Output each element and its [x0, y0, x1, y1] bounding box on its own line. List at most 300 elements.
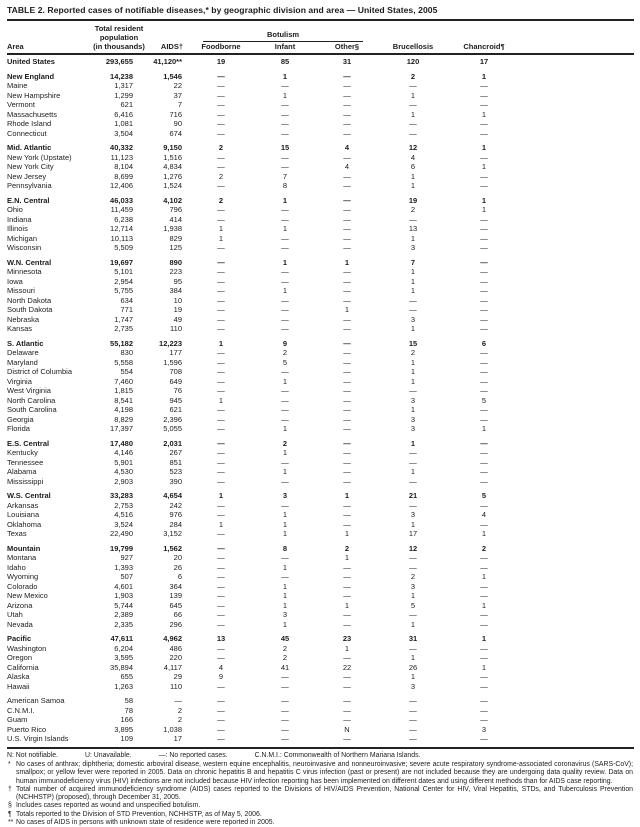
area-cell: U.S. Virgin Islands: [7, 734, 69, 744]
infant-cell: 7: [282, 171, 288, 181]
chancroid-cell: —: [480, 500, 488, 510]
population-cell: 8,699: [114, 171, 133, 181]
foodborne-cell: —: [217, 162, 225, 172]
aids-cell: 5,055: [163, 424, 182, 434]
table-row: [7, 100, 634, 110]
aids-cell: 4,654: [163, 491, 182, 501]
row-spacer: [519, 553, 634, 563]
area-cell: Minnesota: [7, 267, 42, 277]
other-cell: —: [343, 562, 351, 572]
foodborne-cell: —: [217, 314, 225, 324]
area-cell: W.S. Central: [7, 491, 51, 501]
area-cell: Virginia: [7, 376, 32, 386]
chancroid-cell: —: [480, 314, 488, 324]
table-row: [7, 644, 634, 654]
brucellosis-cell: 3: [410, 243, 416, 253]
area-cell: Kansas: [7, 324, 33, 334]
infant-cell: —: [281, 681, 289, 691]
area-cell: Michigan: [7, 233, 38, 243]
other-cell: 1: [344, 491, 350, 501]
area-cell: Connecticut: [7, 128, 47, 138]
other-cell: —: [343, 734, 351, 744]
chancroid-cell: 1: [481, 109, 487, 119]
aids-cell: 796: [169, 205, 182, 215]
population-cell: 1,903: [114, 591, 133, 601]
brucellosis-cell: 31: [408, 634, 418, 644]
brucellosis-cell: 12: [408, 543, 418, 553]
area-cell: United States: [7, 57, 55, 67]
chancroid-cell: —: [480, 681, 488, 691]
population-cell: 1,299: [114, 90, 133, 100]
brucellosis-cell: 1: [410, 286, 416, 296]
aids-cell: 110: [170, 681, 182, 691]
foodborne-cell: —: [217, 276, 225, 286]
population-cell: 5,509: [114, 243, 133, 253]
population-cell: 2,753: [114, 500, 133, 510]
row-spacer: [519, 181, 634, 191]
area-cell: Mississippi: [7, 476, 44, 486]
row-spacer: [519, 682, 634, 692]
row-spacer: [519, 196, 634, 206]
foodborne-cell: 2: [218, 195, 224, 205]
aids-cell: 110: [170, 324, 182, 334]
row-spacer: [519, 734, 634, 744]
row-spacer: [519, 215, 634, 225]
other-cell: —: [343, 338, 351, 348]
other-cell: —: [343, 696, 351, 706]
other-cell: —: [343, 224, 351, 234]
row-spacer: [519, 277, 634, 287]
notifiable-diseases-table: [7, 21, 634, 744]
area-cell: Illinois: [7, 224, 28, 234]
row-spacer: [519, 448, 634, 458]
population-cell: 7,460: [114, 376, 133, 386]
foodborne-cell: 19: [216, 57, 226, 67]
area-cell: E.S. Central: [7, 438, 50, 448]
other-cell: —: [343, 152, 351, 162]
infant-cell: —: [281, 500, 289, 510]
other-cell: 1: [344, 553, 350, 563]
other-cell: 31: [342, 57, 352, 67]
chancroid-cell: —: [480, 295, 488, 305]
foodborne-cell: —: [217, 572, 225, 582]
infant-cell: —: [281, 705, 289, 715]
aids-cell: 9,150: [163, 143, 182, 153]
population-cell: 293,655: [105, 57, 133, 67]
other-cell: —: [343, 233, 351, 243]
brucellosis-cell: —: [409, 476, 417, 486]
area-cell: South Carolina: [7, 405, 57, 415]
other-cell: 22: [342, 662, 352, 672]
brucellosis-cell: —: [409, 386, 417, 396]
foodborne-cell: —: [217, 152, 225, 162]
foodborne-cell: —: [217, 467, 225, 477]
legend-item: C.N.M.I.: Commonwealth of Northern Mariana Islands.: [254, 751, 421, 759]
brucellosis-cell: 1: [410, 672, 416, 682]
chancroid-cell: —: [480, 734, 488, 744]
row-spacer: [519, 172, 634, 182]
population-cell: 5,755: [114, 286, 133, 296]
row-spacer: [519, 286, 634, 296]
area-cell: Montana: [7, 553, 37, 563]
foodborne-cell: —: [217, 90, 225, 100]
row-spacer: [519, 696, 634, 706]
population-cell: 47,611: [110, 634, 133, 644]
other-cell: 2: [344, 543, 350, 553]
botulism-group-label: Botulism: [203, 31, 363, 43]
population-cell: 1,393: [114, 562, 133, 572]
population-cell: 35,894: [110, 662, 133, 672]
aids-cell: 66: [173, 610, 182, 620]
area-cell: Wyoming: [7, 572, 39, 582]
foodborne-cell: —: [217, 553, 225, 563]
aids-cell: 645: [169, 600, 182, 610]
chancroid-cell: —: [480, 81, 488, 91]
infant-cell: 1: [282, 600, 288, 610]
other-cell: —: [343, 572, 351, 582]
row-spacer: [519, 510, 634, 520]
aids-cell: 29: [173, 672, 182, 682]
foodborne-cell: —: [217, 71, 225, 81]
chancroid-cell: —: [480, 100, 488, 110]
row-spacer: [519, 706, 634, 716]
table-row: [7, 377, 634, 387]
header-spacer: [519, 21, 634, 42]
infant-cell: 2: [282, 643, 288, 653]
brucellosis-cell: 19: [408, 195, 418, 205]
other-cell: —: [343, 653, 351, 663]
foodborne-cell: —: [217, 653, 225, 663]
row-spacer: [519, 81, 634, 91]
area-cell: Delaware: [7, 348, 39, 358]
legend-item: —: No reported cases.: [158, 751, 228, 759]
brucellosis-cell: —: [409, 119, 417, 129]
other-cell: —: [343, 610, 351, 620]
table-row: [7, 601, 634, 611]
table-row: [7, 91, 634, 101]
brucellosis-cell: 120: [406, 57, 420, 67]
table-row: [7, 682, 634, 692]
brucellosis-cell: 1: [410, 233, 416, 243]
other-cell: —: [343, 376, 351, 386]
infant-cell: —: [281, 119, 289, 129]
area-cell: Kentucky: [7, 448, 38, 458]
row-spacer: [519, 386, 634, 396]
foodborne-cell: —: [217, 295, 225, 305]
other-cell: —: [343, 438, 351, 448]
infant-cell: —: [281, 233, 289, 243]
foodborne-cell: —: [217, 214, 225, 224]
population-cell: 5,558: [114, 357, 133, 367]
aids-cell: 674: [169, 128, 182, 138]
area-cell: W.N. Central: [7, 257, 52, 267]
aids-cell: 49: [173, 314, 182, 324]
table-row: [7, 529, 634, 539]
table-row: [7, 129, 634, 139]
row-spacer: [519, 243, 634, 253]
brucellosis-cell: 1: [410, 591, 416, 601]
aids-cell: 414: [169, 214, 182, 224]
table-row: [7, 243, 634, 253]
foodborne-cell: —: [217, 724, 225, 734]
aids-cell: 4,117: [163, 662, 182, 672]
aids-column-header: AIDS†: [145, 42, 189, 54]
aids-cell: 125: [169, 243, 182, 253]
brucellosis-cell: —: [409, 295, 417, 305]
infant-cell: —: [281, 386, 289, 396]
other-cell: 4: [344, 143, 350, 153]
infant-cell: —: [281, 128, 289, 138]
row-spacer: [519, 715, 634, 725]
row-spacer: [519, 224, 634, 234]
infant-cell: 1: [282, 424, 288, 434]
row-spacer: [519, 520, 634, 530]
table-row: [7, 510, 634, 520]
infant-cell: 1: [282, 529, 288, 539]
row-spacer: [519, 119, 634, 129]
row-spacer: [519, 634, 634, 644]
chancroid-cell: —: [480, 476, 488, 486]
table-row: [7, 696, 634, 706]
other-cell: —: [343, 100, 351, 110]
row-spacer: [519, 162, 634, 172]
area-cell: West Virginia: [7, 386, 51, 396]
brucellosis-cell: —: [409, 724, 417, 734]
population-cell: 3,524: [114, 519, 133, 529]
foodborne-cell: —: [217, 457, 225, 467]
row-spacer: [519, 377, 634, 387]
chancroid-cell: —: [480, 386, 488, 396]
chancroid-cell: —: [480, 152, 488, 162]
brucellosis-cell: 26: [408, 662, 418, 672]
chancroid-cell: —: [480, 214, 488, 224]
chancroid-cell: 1: [481, 143, 487, 153]
aids-cell: 26: [173, 562, 182, 572]
infant-cell: 1: [282, 195, 288, 205]
aids-cell: 2,031: [163, 438, 182, 448]
table-row: [7, 386, 634, 396]
table-row: [7, 348, 634, 358]
other-cell: —: [343, 171, 351, 181]
chancroid-cell: 1: [481, 424, 487, 434]
legend-item: U: Unavailable.: [84, 751, 132, 759]
table-row: [7, 315, 634, 325]
infant-cell: 41: [280, 662, 290, 672]
population-cell: 11,459: [110, 205, 133, 215]
chancroid-cell: 1: [481, 600, 487, 610]
other-cell: —: [343, 405, 351, 415]
population-header-top: [93, 21, 145, 42]
other-cell: —: [343, 681, 351, 691]
table-row: [7, 358, 634, 368]
row-spacer: [519, 234, 634, 244]
row-spacer: [519, 458, 634, 468]
foodborne-cell: —: [217, 257, 225, 267]
row-spacer: [519, 110, 634, 120]
table-title: TABLE 2. Reported cases of notifiable diseases,* by geographic division and area — United States, 2005: [7, 3, 634, 21]
row-spacer: [519, 205, 634, 215]
brucellosis-cell: —: [409, 457, 417, 467]
infant-cell: 1: [282, 581, 288, 591]
infant-cell: —: [281, 214, 289, 224]
infant-cell: 2: [282, 348, 288, 358]
population-cell: 10,113: [110, 233, 133, 243]
chancroid-cell: —: [480, 257, 488, 267]
infant-cell: —: [281, 405, 289, 415]
area-cell: Mountain: [7, 543, 41, 553]
infant-cell: —: [281, 100, 289, 110]
chancroid-cell: 1: [481, 529, 487, 539]
foodborne-cell: —: [217, 581, 225, 591]
brucellosis-cell: 2: [410, 205, 416, 215]
other-cell: —: [343, 395, 351, 405]
other-cell: —: [343, 715, 351, 725]
other-cell: 1: [344, 643, 350, 653]
chancroid-cell: —: [480, 90, 488, 100]
table-row: [7, 54, 634, 67]
infant-cell: —: [281, 696, 289, 706]
other-cell: —: [343, 109, 351, 119]
row-spacer: [519, 100, 634, 110]
area-cell: Florida: [7, 424, 30, 434]
other-cell: 1: [344, 257, 350, 267]
brucellosis-column-header: Brucellosis: [377, 42, 449, 54]
population-cell: 655: [120, 672, 133, 682]
population-header-line2: population: [99, 32, 139, 42]
foodborne-cell: —: [217, 734, 225, 744]
population-cell: 5,744: [114, 600, 133, 610]
brucellosis-cell: —: [409, 448, 417, 458]
area-cell: Maryland: [7, 357, 38, 367]
other-cell: —: [343, 195, 351, 205]
foodborne-cell: —: [217, 357, 225, 367]
brucellosis-cell: 12: [408, 143, 418, 153]
brucellosis-cell: —: [409, 715, 417, 725]
aids-cell: 177: [169, 348, 182, 358]
chancroid-cell: —: [480, 653, 488, 663]
foodborne-cell: 1: [218, 395, 224, 405]
other-cell: —: [343, 295, 351, 305]
row-spacer: [519, 601, 634, 611]
area-cell: S. Atlantic: [7, 338, 44, 348]
brucellosis-cell: —: [409, 696, 417, 706]
brucellosis-cell: 17: [408, 529, 418, 539]
aids-cell: 17: [173, 734, 182, 744]
infant-cell: 2: [282, 438, 288, 448]
table-row: [7, 706, 634, 716]
other-cell: —: [343, 367, 351, 377]
brucellosis-cell: —: [409, 643, 417, 653]
population-cell: 22,490: [110, 529, 133, 539]
population-header-line1: Total resident: [94, 24, 144, 33]
area-cell: Vermont: [7, 100, 35, 110]
row-spacer: [519, 725, 634, 735]
table-row: [7, 501, 634, 511]
infant-cell: —: [281, 734, 289, 744]
infant-cell: 85: [280, 57, 290, 67]
area-cell: Ohio: [7, 205, 23, 215]
population-cell: 8,541: [114, 395, 133, 405]
population-cell: 1,263: [114, 681, 133, 691]
aids-cell: 242: [169, 500, 182, 510]
foodborne-cell: —: [217, 619, 225, 629]
area-cell: Rhode Island: [7, 119, 52, 129]
table-row: [7, 563, 634, 573]
other-cell: —: [343, 424, 351, 434]
aids-cell: 716: [169, 109, 182, 119]
foodborne-cell: —: [217, 438, 225, 448]
table-row: [7, 153, 634, 163]
table-row: [7, 544, 634, 554]
other-cell: —: [343, 214, 351, 224]
header-spacer: [377, 21, 449, 42]
chancroid-cell: —: [480, 181, 488, 191]
infant-cell: 1: [282, 591, 288, 601]
foodborne-cell: 4: [218, 662, 224, 672]
table-row: [7, 572, 634, 582]
population-cell: 109: [120, 734, 133, 744]
botulism-group-header: [189, 21, 377, 42]
other-cell: 1: [344, 529, 350, 539]
area-cell: Alaska: [7, 672, 30, 682]
row-spacer: [519, 563, 634, 573]
population-cell: 33,283: [110, 491, 133, 501]
foodborne-cell: —: [217, 510, 225, 520]
brucellosis-cell: —: [409, 214, 417, 224]
infant-cell: 8: [282, 543, 288, 553]
chancroid-cell: —: [480, 267, 488, 277]
foodborne-cell: —: [217, 119, 225, 129]
infant-cell: 1: [282, 448, 288, 458]
other-cell: —: [343, 448, 351, 458]
other-cell: —: [343, 81, 351, 91]
infant-cell: —: [281, 81, 289, 91]
area-cell: California: [7, 662, 39, 672]
other-cell: —: [343, 128, 351, 138]
brucellosis-cell: —: [409, 734, 417, 744]
foodborne-cell: —: [217, 376, 225, 386]
table-row: [7, 305, 634, 315]
table-row: [7, 367, 634, 377]
footnote-double-asterisk: [7, 819, 633, 827]
table-row: [7, 286, 634, 296]
brucellosis-cell: —: [409, 128, 417, 138]
aids-cell: 384: [169, 286, 182, 296]
other-cell: 1: [344, 600, 350, 610]
area-cell: Washington: [7, 643, 47, 653]
brucellosis-cell: 1: [410, 324, 416, 334]
other-cell: —: [343, 510, 351, 520]
foodborne-cell: —: [217, 715, 225, 725]
area-cell: Oregon: [7, 653, 33, 663]
foodborne-cell: —: [217, 705, 225, 715]
foodborne-cell: —: [217, 562, 225, 572]
area-cell: Arizona: [7, 600, 33, 610]
brucellosis-cell: 13: [408, 224, 418, 234]
population-cell: 78: [124, 705, 133, 715]
other-cell: —: [343, 276, 351, 286]
population-cell: 12,714: [110, 224, 133, 234]
brucellosis-cell: 7: [410, 257, 416, 267]
table-row: [7, 224, 634, 234]
table-row: [7, 267, 634, 277]
header-spacer: [519, 42, 634, 54]
table-bottom-rule: [7, 747, 634, 749]
foodborne-cell: —: [217, 424, 225, 434]
population-cell: 12,406: [110, 181, 133, 191]
brucellosis-cell: 4: [410, 152, 416, 162]
area-cell: New York City: [7, 162, 54, 172]
